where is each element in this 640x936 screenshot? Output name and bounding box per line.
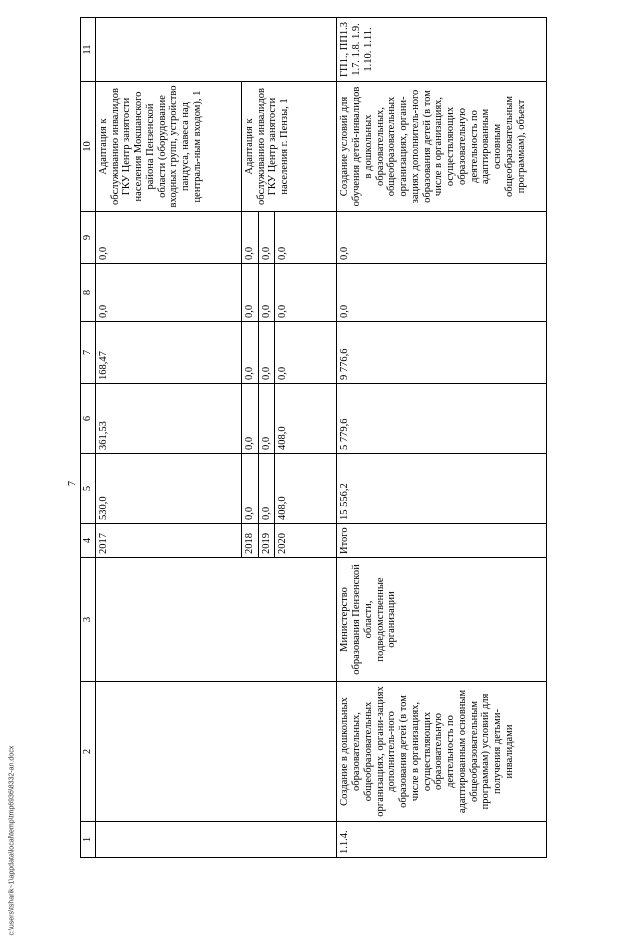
- cell-description: Адаптация к обслуживанию инвалидов ГКУ Центр занятости населения Мокшанского района Пензенской области (оборудование входных групп, устройство пандуса, навеса над централь-ным входом), 1: [95, 82, 241, 212]
- cell-description: Адаптация к обслуживанию инвалидов ГКУ Центр занятости населения г. Пензы, 1: [241, 82, 337, 212]
- cell-measure-name: Создание в дошкольных образовательных, общеобразовательных организациях, органи-зациях дополнитель-ного образования детей (в том числе в организациях, осуществляющих образовательную деятельность по адаптированным основным общеобразовательным программам) условий для получения детьми-инвалидами: [337, 682, 547, 822]
- footer-path: c:\users\tsharik~1\appdata\local\temp\tmp6936\8332-an.docx: [8, 745, 16, 936]
- cell-value: 0,0: [275, 322, 337, 384]
- cell-value: 5 779,6: [337, 384, 547, 454]
- col-header-8: 8: [81, 264, 96, 322]
- cell-empty: [95, 558, 337, 682]
- table-row: [95, 18, 241, 858]
- cell-executor: Министерство образования Пензенской области, подведомственные организации: [337, 558, 547, 682]
- cell-value: 408,0: [275, 384, 337, 454]
- cell-value: 0,0: [337, 212, 547, 264]
- cell-value: 0,0: [258, 454, 275, 524]
- cell-year: 2018: [241, 524, 258, 558]
- cell-value: 0,0: [337, 264, 547, 322]
- cell-value: 168,47: [95, 322, 241, 384]
- cell-year: 2017: [95, 524, 241, 558]
- cell-empty: [95, 682, 337, 822]
- cell-value: 0,0: [275, 264, 337, 322]
- cell-value: 530,0: [95, 454, 241, 524]
- program-table: [80, 17, 547, 858]
- col-header-10: 10: [81, 82, 96, 212]
- table-row: [337, 18, 547, 858]
- cell-description: Создание условий для обучения детей-инвалидов в дошкольных образовательных, общеобразовательных организациях, органи-зациях дополнитель-ного образования детей (в том числе в организациях, осуществляющих образовательную деятельность по адаптированным основным общеобразовательным программам), объект: [337, 82, 547, 212]
- col-header-5: 5: [81, 454, 96, 524]
- cell-value: 0,0: [241, 384, 258, 454]
- cell-year: 2020: [275, 524, 337, 558]
- cell-value: 0,0: [258, 212, 275, 264]
- cell-year: 2019: [258, 524, 275, 558]
- cell-value: 408,0: [275, 454, 337, 524]
- cell-value: 0,0: [275, 212, 337, 264]
- cell-value: 9 776,6: [337, 322, 547, 384]
- cell-value: 0,0: [241, 264, 258, 322]
- col-header-7: 7: [81, 322, 96, 384]
- col-header-3: 3: [81, 558, 96, 682]
- cell-value: 0,0: [258, 384, 275, 454]
- cell-value: 361,53: [95, 384, 241, 454]
- cell-value: 15 556,2: [337, 454, 547, 524]
- col-header-1: 1: [81, 822, 96, 858]
- header-row: [81, 18, 96, 858]
- col-header-9: 9: [81, 212, 96, 264]
- cell-value: 0,0: [258, 322, 275, 384]
- page-number: 7: [67, 481, 78, 486]
- rotated-table-wrapper: [80, 18, 625, 858]
- cell-value: 0,0: [95, 212, 241, 264]
- col-header-11: 11: [81, 18, 96, 82]
- cell-value: 0,0: [241, 322, 258, 384]
- cell-reference: ГП1., ПП1.3 1.7. 1.8. 1.9. 1.10. 1.11.: [337, 18, 547, 82]
- cell-value: 0,0: [241, 454, 258, 524]
- cell-value: 0,0: [241, 212, 258, 264]
- cell-empty: [95, 822, 337, 858]
- col-header-2: 2: [81, 682, 96, 822]
- cell-empty: [95, 18, 337, 82]
- cell-value: 0,0: [95, 264, 241, 322]
- cell-value: 0,0: [258, 264, 275, 322]
- cell-year: Итого: [337, 524, 547, 558]
- col-header-4: 4: [81, 524, 96, 558]
- col-header-6: 6: [81, 384, 96, 454]
- cell-number: 1.1.4.: [337, 822, 547, 858]
